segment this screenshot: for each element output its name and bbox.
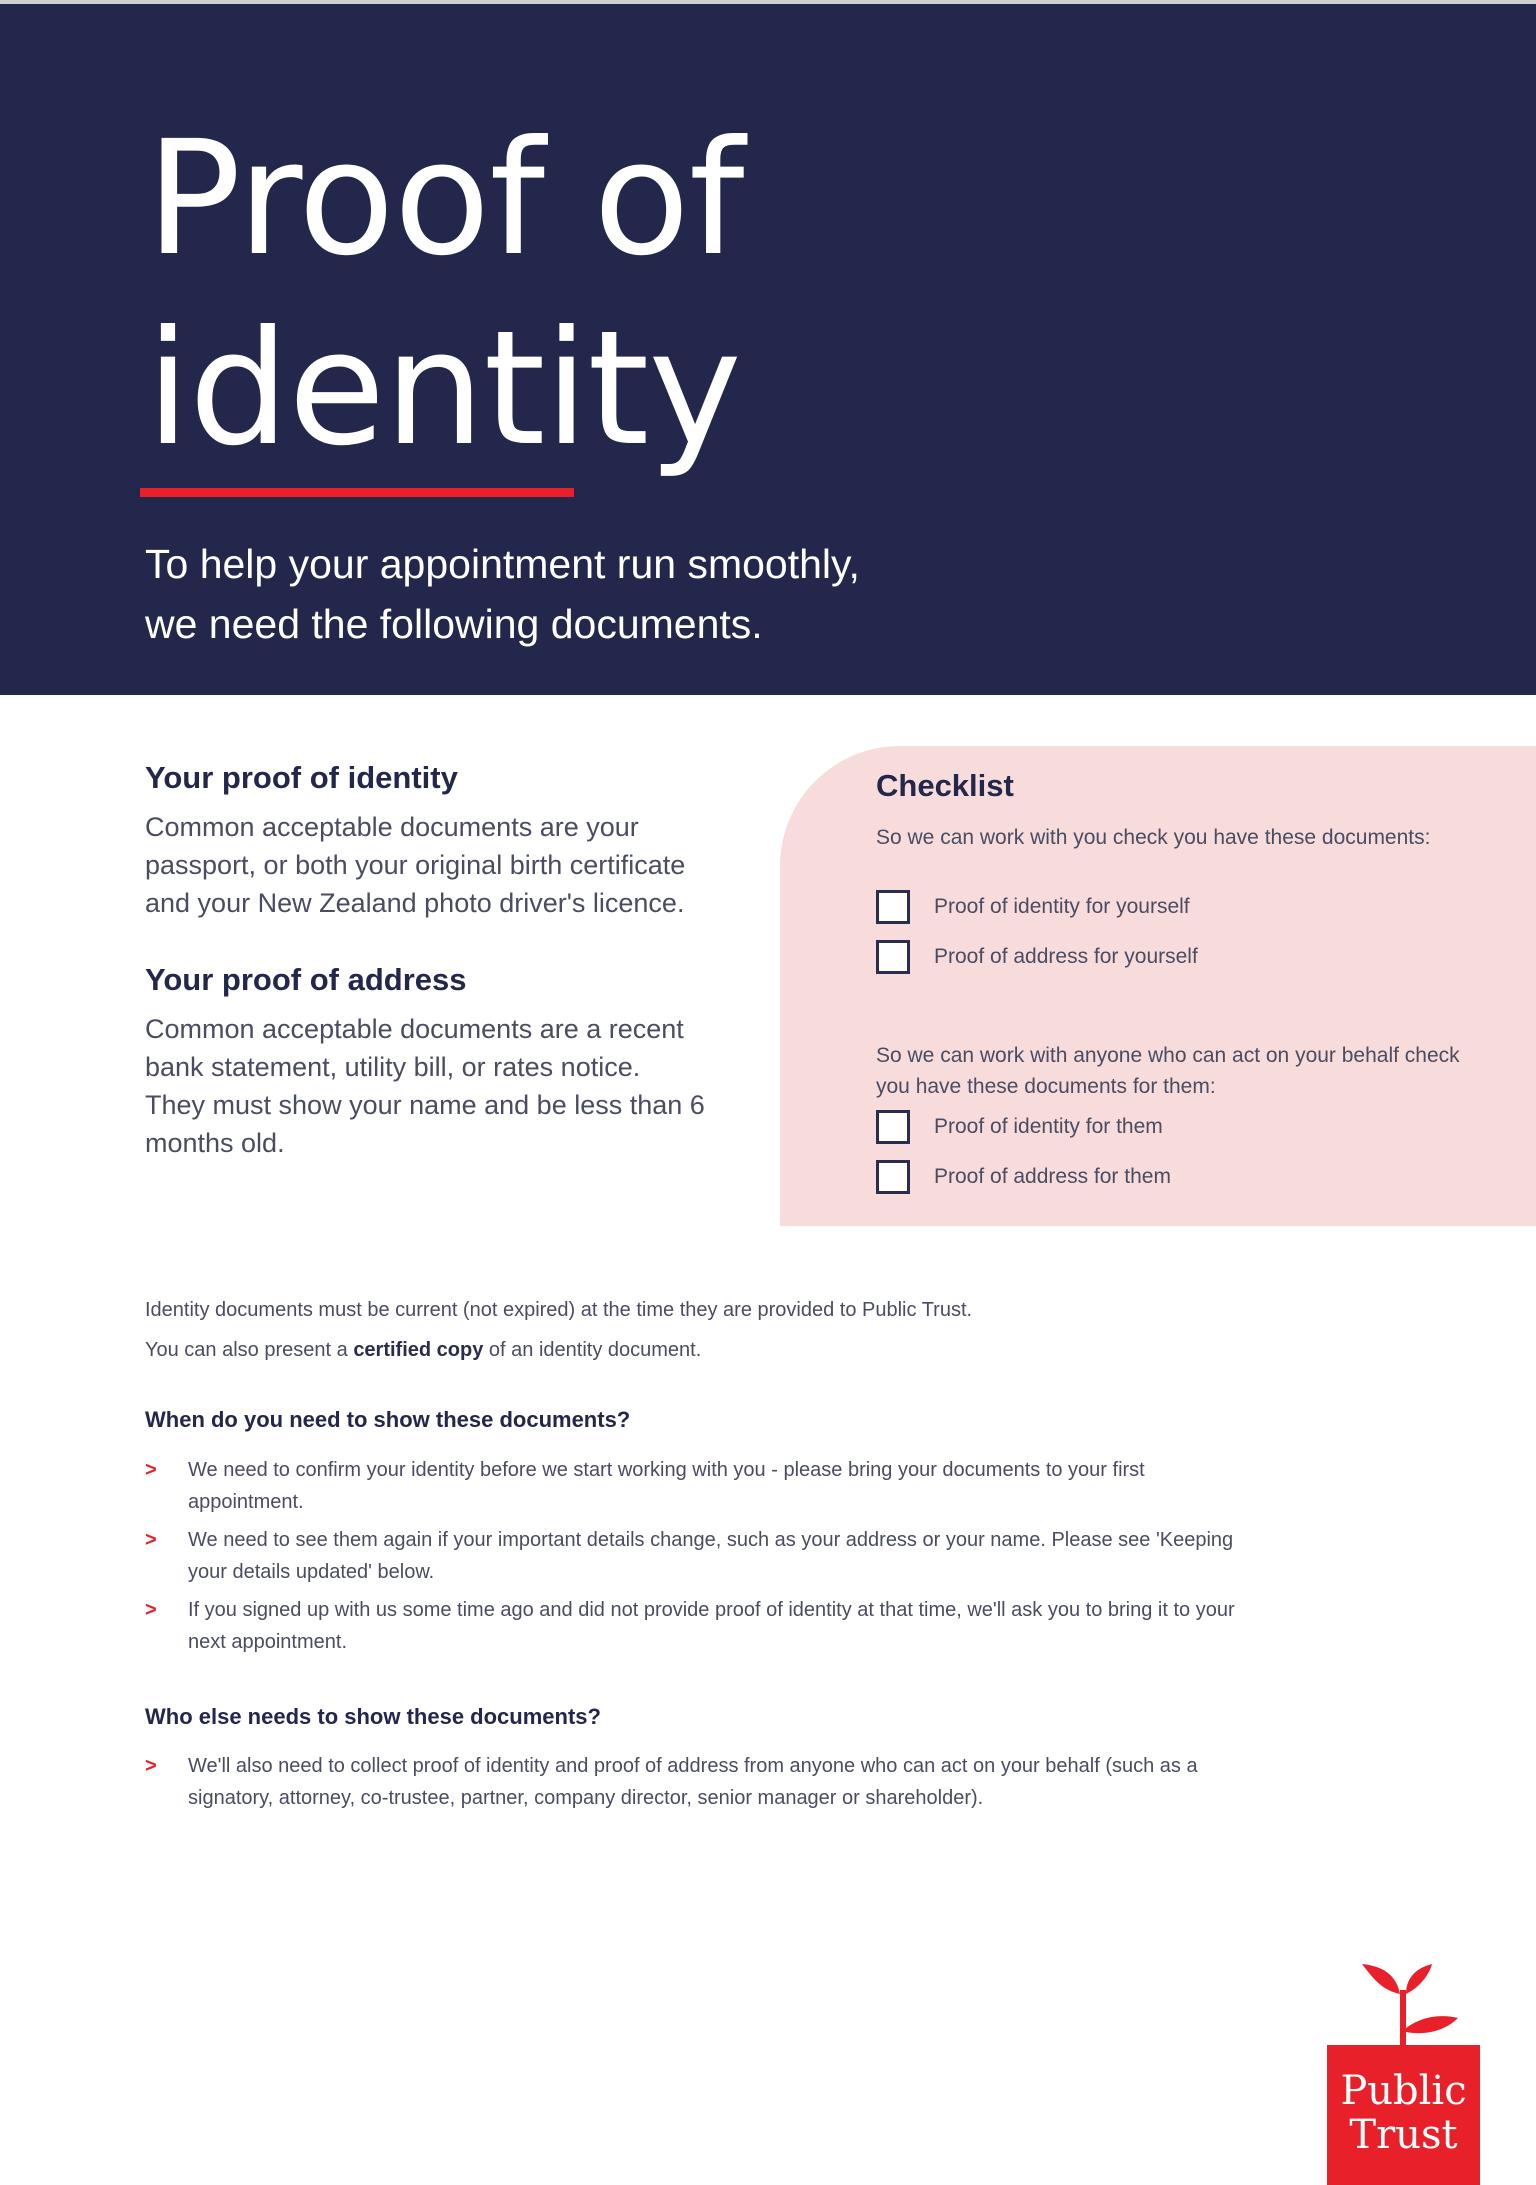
checklist-item-address-them[interactable] <box>876 1160 1171 1194</box>
when-list <box>145 1454 1265 1664</box>
checklist-intro-others: So we can work with anyone who can act on your behalf check you have these documents for them: <box>876 1044 1460 1098</box>
hero-banner <box>0 4 1536 695</box>
public-trust-logo <box>1320 1962 1480 2185</box>
logo-wordmark: Public Trust <box>1327 2045 1480 2185</box>
checkbox[interactable] <box>876 1110 910 1144</box>
chevron-right-icon: > <box>145 1599 157 1621</box>
note-current: Identity documents must be current (not expired) at the time they are provided to Public Trust. <box>145 1299 973 1321</box>
checklist-panel <box>780 746 1536 1226</box>
note-certified-copy: You can also present a certified copy of an identity document. <box>145 1339 702 1361</box>
checklist-item-label: Proof of address for yourself <box>934 945 1198 968</box>
when-heading: When do you need to show these documents? <box>145 1407 631 1432</box>
notes <box>145 1290 1245 1370</box>
checklist-item-label: Proof of identity for yourself <box>934 895 1190 918</box>
who-list <box>145 1750 1265 1820</box>
list-item: > We need to confirm your identity before we start working with you - please bring your documents to your first appointment. <box>145 1454 1265 1518</box>
title-line-2: identity <box>146 297 741 481</box>
checkbox[interactable] <box>876 890 910 924</box>
chevron-right-icon: > <box>145 1755 157 1777</box>
address-body: Common acceptable documents are a recent bank statement, utility bill, or rates notice. They must show your name and be less than 6 months old. <box>145 1014 705 1158</box>
chevron-right-icon: > <box>145 1459 157 1481</box>
checklist-item-label: Proof of address for them <box>934 1165 1171 1188</box>
identity-heading: Your proof of identity <box>145 760 458 795</box>
checklist-item-label: Proof of identity for them <box>934 1115 1163 1138</box>
address-heading: Your proof of address <box>145 962 467 997</box>
checklist-item-address-self[interactable] <box>876 940 1198 974</box>
list-item: > We need to see them again if your important details change, such as your address or your name. Please see 'Keeping your details updated' below. <box>145 1524 1265 1588</box>
document-requirements <box>145 760 705 1162</box>
list-item: > We'll also need to collect proof of identity and proof of address from anyone who can act on your behalf (such as a signatory, attorney, co-trustee, partner, company director, senior manager or shareholder). <box>145 1750 1265 1814</box>
subtitle-line-2: we need the following documents. <box>145 601 763 647</box>
checklist-item-identity-them[interactable] <box>876 1110 1163 1144</box>
checkbox[interactable] <box>876 940 910 974</box>
checklist-intro-self: So we can work with you check you have these documents: <box>876 826 1431 849</box>
identity-body: Common acceptable documents are your passport, or both your original birth certificate and your New Zealand photo driver's licence. <box>145 812 686 918</box>
title-underline <box>140 488 574 497</box>
list-item: > If you signed up with us some time ago and did not provide proof of identity at that time, we'll ask you to bring it to your next appointment. <box>145 1594 1265 1658</box>
checkbox[interactable] <box>876 1160 910 1194</box>
chevron-right-icon: > <box>145 1529 157 1551</box>
who-heading: Who else needs to show these documents? <box>145 1704 601 1729</box>
page-title <box>146 104 743 484</box>
hero-subtitle <box>145 534 1045 654</box>
checklist-item-identity-self[interactable] <box>876 890 1190 924</box>
title-line-1: Proof of <box>146 107 744 291</box>
subtitle-line-1: To help your appointment run smoothly, <box>145 541 860 587</box>
checklist-heading: Checklist <box>876 768 1014 803</box>
sprout-icon <box>1320 1962 1480 2052</box>
